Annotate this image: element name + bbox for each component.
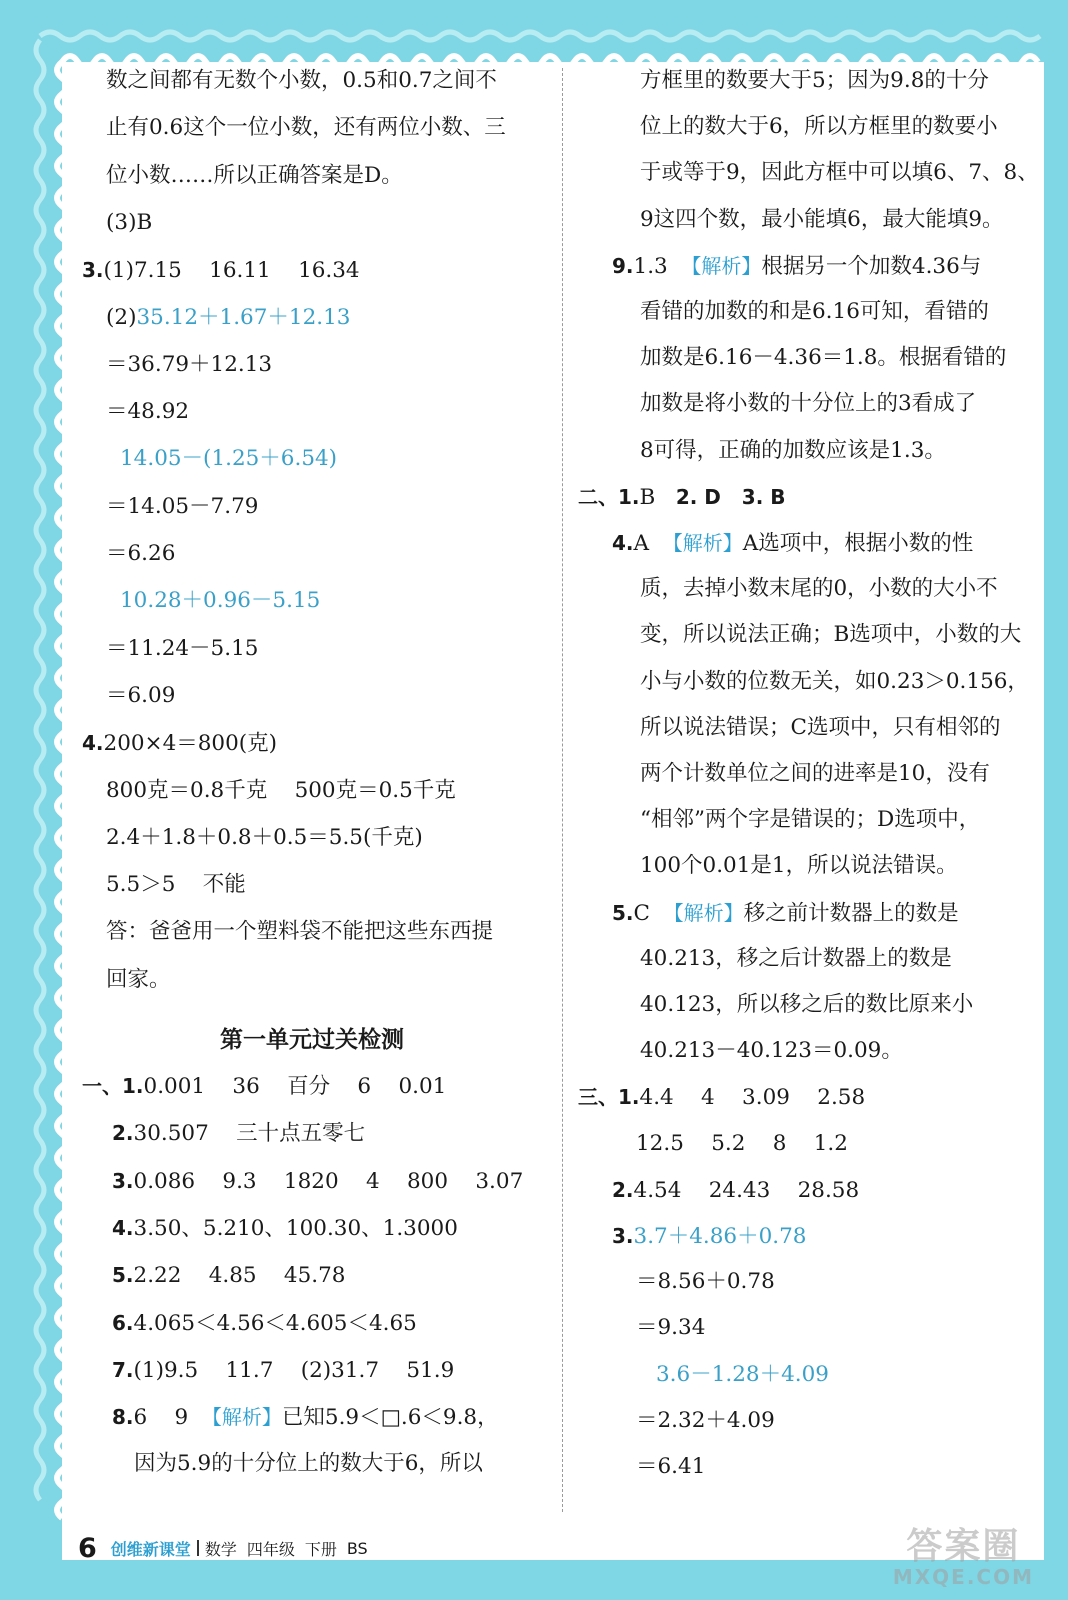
line-text: B xyxy=(639,484,676,510)
line-text-after: 已知5.9＜□.6＜9.8， xyxy=(281,1405,499,1431)
text-line xyxy=(106,492,258,522)
text-line xyxy=(640,713,1000,743)
line-text: 4.065＜4.56＜4.605＜4.65 xyxy=(133,1310,417,1336)
column-divider xyxy=(562,68,563,1512)
text-line xyxy=(106,917,493,947)
line-text: 1.3 xyxy=(633,253,682,279)
grade: 四年级 xyxy=(246,1539,295,1559)
line-text: 200×4＝800(克) xyxy=(103,731,278,757)
line-text: 加数是6.16－4.36＝1.8。根据看错的 xyxy=(640,345,1007,371)
line-text: (1)9.5 11.7 (2)31.7 51.9 xyxy=(133,1357,455,1383)
line-text: ＝48.92 xyxy=(106,399,190,425)
text-line xyxy=(612,251,981,281)
line-text: (3)B xyxy=(106,209,153,235)
text-line xyxy=(106,776,456,806)
line-text: 2.4＋1.8＋0.8＋0.5＝5.5(千克) xyxy=(106,824,423,850)
line-text: 5.5＞5 不能 xyxy=(106,872,246,898)
text-line xyxy=(640,851,958,881)
line-text: 0.001 36 百分 6 0.01 xyxy=(143,1074,447,1099)
line-text: ＝2.32＋4.09 xyxy=(636,1407,775,1433)
question-number: 4. xyxy=(612,531,634,555)
text-line xyxy=(106,681,175,711)
line-text: (2) xyxy=(106,304,137,330)
question-number: 8. xyxy=(112,1405,134,1430)
text-line xyxy=(640,574,998,604)
line-text: 10.28＋0.96－5.15 xyxy=(120,588,321,614)
text-line xyxy=(640,66,989,96)
question-number: 9. xyxy=(612,253,634,278)
text-line xyxy=(106,634,258,664)
line-text: 两个计数单位之间的进率是10，没有 xyxy=(640,761,990,786)
line-text: A xyxy=(633,531,663,556)
extra-answers: 2. D 3. B xyxy=(675,484,786,509)
question-number: 2. xyxy=(112,1121,134,1146)
line-text-after: 移之前计数器上的数是 xyxy=(743,900,959,926)
text-line xyxy=(640,436,946,466)
text-line xyxy=(612,1175,859,1205)
text-line xyxy=(636,1267,775,1297)
formula-text: 3.7＋4.86＋0.78 xyxy=(633,1224,807,1249)
line-text: ＝9.34 xyxy=(636,1315,706,1341)
text-line xyxy=(636,1452,705,1482)
text-line xyxy=(612,1221,806,1251)
line-text: 所以说法错误；C选项中，只有相邻的 xyxy=(640,714,1001,740)
line-text: ＝6.41 xyxy=(636,1454,706,1479)
text-line xyxy=(612,528,973,558)
text-line xyxy=(106,113,506,143)
line-text: 止有0.6这个一位小数，还有两位小数、三 xyxy=(106,115,506,141)
text-line xyxy=(106,397,189,427)
line-text: 位小数……所以正确答案是D。 xyxy=(106,162,403,188)
edition: BS xyxy=(346,1538,368,1558)
text-line xyxy=(82,1071,446,1101)
question-number: 3. xyxy=(112,1168,134,1193)
line-text: 40.213－40.123＝0.09。 xyxy=(640,1038,903,1064)
footer-separator xyxy=(197,1540,199,1556)
watermark-url: MXQE.COM xyxy=(892,1565,1034,1589)
question-number: 4. xyxy=(112,1215,134,1240)
line-text: (1)7.15 16.11 16.34 xyxy=(103,258,360,284)
line-text: ＝11.24－5.15 xyxy=(106,635,259,661)
text-line xyxy=(578,1082,865,1112)
formula-text: 35.12＋1.67＋12.13 xyxy=(136,304,351,330)
question-number: 5. xyxy=(612,900,634,925)
analysis-tag: 【解析】 xyxy=(663,900,744,925)
page-number: 6 xyxy=(78,1532,97,1564)
line-text: C xyxy=(633,900,664,926)
line-text: 100个0.01是1，所以说法错误。 xyxy=(640,853,958,879)
text-line xyxy=(640,759,990,789)
text-line xyxy=(112,1166,523,1196)
text-line xyxy=(120,444,337,474)
text-line xyxy=(106,66,497,96)
line-text: 方框里的数要大于5；因为9.8的十分 xyxy=(640,68,989,93)
line-text: 8可得，正确的加数应该是1.3。 xyxy=(640,437,946,463)
text-line xyxy=(640,297,989,327)
text-line xyxy=(640,620,1021,650)
text-line xyxy=(578,482,786,512)
line-text: 于或等于9，因此方框中可以填6、7、8、 xyxy=(640,160,1039,186)
line-text: 因为5.9的十分位上的数大于6，所以 xyxy=(134,1451,483,1477)
line-text: 30.507 三十点五零七 xyxy=(133,1121,366,1147)
section-title: 第一单元过关检测 xyxy=(220,1027,404,1053)
line-text: ＝6.09 xyxy=(106,682,176,708)
text-line xyxy=(106,965,171,995)
question-number: 一、1. xyxy=(82,1074,144,1098)
text-line xyxy=(112,1260,345,1290)
text-line xyxy=(640,112,998,142)
text-line xyxy=(106,303,350,333)
line-text-after: A选项中，根据小数的性 xyxy=(742,531,974,556)
frame-top xyxy=(0,0,1068,62)
text-line xyxy=(640,389,976,419)
subject: 数学 xyxy=(204,1539,237,1559)
text-line xyxy=(640,990,973,1020)
text-line xyxy=(636,1129,848,1159)
line-text: 看错的加数的和是6.16可知，看错的 xyxy=(640,299,989,324)
frame-right xyxy=(1044,0,1068,1600)
volume: 下册 xyxy=(304,1539,337,1559)
line-text: 12.5 5.2 8 1.2 xyxy=(636,1130,848,1156)
text-line xyxy=(106,350,272,380)
line-text: 回家。 xyxy=(106,966,171,992)
analysis-tag: 【解析】 xyxy=(201,1405,282,1430)
text-line xyxy=(636,1406,775,1436)
text-line xyxy=(112,1402,499,1432)
line-text: 4.4 4 3.09 2.58 xyxy=(639,1085,866,1111)
text-line xyxy=(112,1308,417,1338)
question-number: 7. xyxy=(112,1357,134,1382)
question-number: 二、1. xyxy=(578,484,640,509)
frame-left xyxy=(0,0,62,1600)
text-line xyxy=(106,161,403,191)
watermark xyxy=(893,1518,1034,1589)
brand-name: 创维新课堂 xyxy=(110,1539,191,1559)
watermark-logo-text: 答案圈 xyxy=(906,1526,1021,1567)
text-line xyxy=(134,1449,483,1479)
line-text: 2.22 4.85 45.78 xyxy=(133,1263,346,1289)
text-line xyxy=(112,1355,454,1385)
page-footer xyxy=(78,1528,378,1568)
question-number: 6. xyxy=(112,1310,134,1335)
answer-page xyxy=(66,62,1040,1530)
line-text: 6 9 xyxy=(133,1405,202,1431)
text-line xyxy=(612,898,959,928)
analysis-tag: 【解析】 xyxy=(681,253,762,278)
text-line xyxy=(112,1118,365,1148)
question-number: 5. xyxy=(112,1263,134,1288)
line-text: 0.086 9.3 1820 4 800 3.07 xyxy=(133,1168,524,1194)
line-text: 加数是将小数的十分位上的3看成了 xyxy=(640,391,977,417)
text-line xyxy=(640,667,1029,697)
text-line xyxy=(636,1313,705,1343)
text-line xyxy=(640,158,1039,188)
text-line xyxy=(640,205,1004,235)
question-number: 2. xyxy=(612,1177,634,1202)
line-text: 4.54 24.43 28.58 xyxy=(633,1177,860,1203)
text-line xyxy=(112,1213,458,1243)
line-text: 答：爸爸用一个塑料袋不能把这些东西提 xyxy=(106,919,494,945)
line-text-after: 根据另一个加数4.36与 xyxy=(761,253,982,279)
text-line xyxy=(106,539,175,569)
question-number: 3. xyxy=(612,1224,634,1248)
line-text: 9这四个数，最小能填6，最大能填9。 xyxy=(640,206,1004,232)
text-line xyxy=(82,255,360,285)
question-number: 4. xyxy=(82,731,104,756)
line-text: 质，去掉小数末尾的0，小数的大小不 xyxy=(640,576,998,602)
question-number: 3. xyxy=(82,258,104,283)
line-text: 数之间都有无数个小数，0.5和0.7之间不 xyxy=(106,68,497,93)
question-number: 三、1. xyxy=(578,1085,640,1110)
text-line xyxy=(82,728,277,758)
line-text: 14.05－(1.25＋6.54) xyxy=(120,446,338,472)
text-line xyxy=(656,1360,829,1390)
line-text: ＝8.56＋0.78 xyxy=(636,1269,775,1295)
line-text: “相邻”两个字是错误的；D选项中， xyxy=(640,807,981,833)
text-line xyxy=(106,823,423,853)
text-line xyxy=(640,1036,903,1066)
line-text: ＝14.05－7.79 xyxy=(106,493,259,519)
line-text: 位上的数大于6，所以方框里的数要小 xyxy=(640,114,998,140)
text-line xyxy=(106,870,246,900)
text-line xyxy=(640,944,952,974)
text-line xyxy=(640,343,1006,373)
line-text: 变，所以说法正确；B选项中，小数的大 xyxy=(640,622,1022,648)
line-text: ＝6.26 xyxy=(106,541,176,566)
text-line xyxy=(640,805,980,835)
line-text: 800克＝0.8千克 500克＝0.5千克 xyxy=(106,777,456,803)
analysis-tag: 【解析】 xyxy=(662,531,743,555)
line-text: ＝36.79＋12.13 xyxy=(106,351,273,377)
line-text: 小与小数的位数无关，如0.23＞0.156， xyxy=(640,668,1029,694)
text-line xyxy=(106,208,152,238)
line-text: 40.213，移之后计数器上的数是 xyxy=(640,945,952,971)
line-text: 40.123，所以移之后的数比原来小 xyxy=(640,992,974,1017)
text-line xyxy=(120,586,320,616)
line-text: 3.50、5.210、100.30、1.3000 xyxy=(133,1215,458,1241)
formula-text: 3.6－1.28＋4.09 xyxy=(656,1361,829,1387)
